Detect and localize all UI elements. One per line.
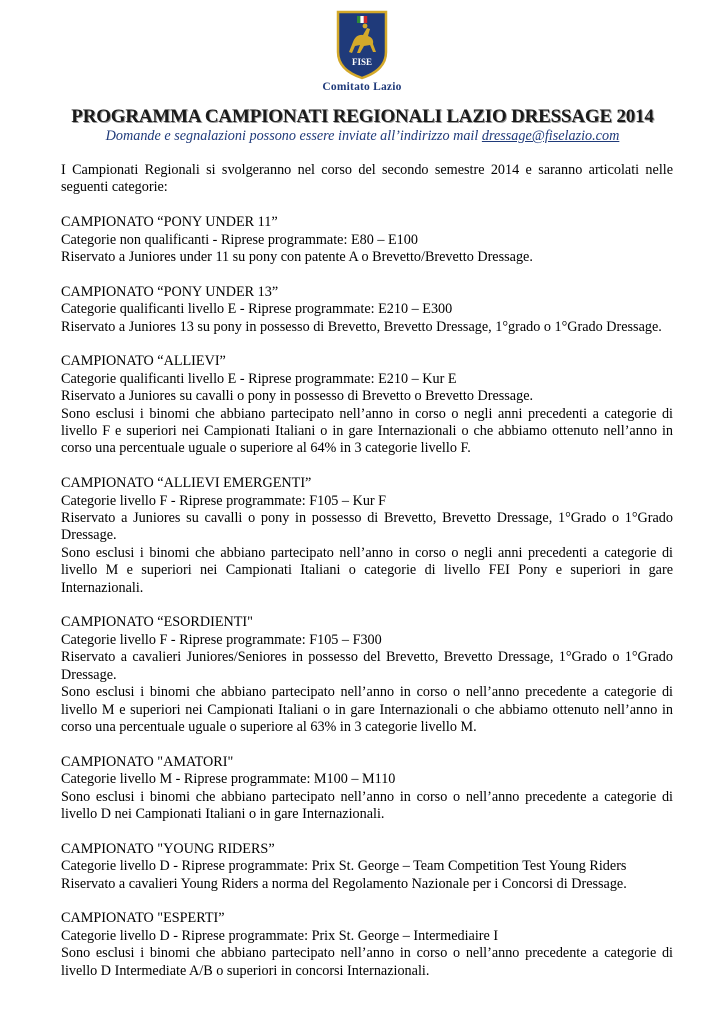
- championship-section: [61, 475, 673, 597]
- section-line: Riservato a Juniores 13 su pony in possesso di Brevetto, Brevetto Dressage, 1°grado o 1°Grado Dressage.: [61, 318, 662, 335]
- section-line: Riservato a Juniores under 11 su pony con patente A o Brevetto/Brevetto Dressage.: [61, 249, 533, 266]
- section-line: Categorie livello D - Riprese programmate: Prix St. George – Intermediaire I: [61, 927, 499, 944]
- section-heading: CAMPIONATO “ESORDIENTI": [61, 614, 253, 631]
- fise-logo: [302, 8, 422, 98]
- section-line: Categorie non qualificanti - Riprese programmate: E80 – E100: [61, 231, 418, 248]
- section-line: Categorie qualificanti livello E - Riprese programmate: E210 – Kur E: [61, 370, 457, 387]
- section-line: Riservato a cavalieri Young Riders a norma del Regolamento Nazionale per i Concorsi di Dressage.: [61, 875, 627, 892]
- section-line: Riservato a Juniores su cavalli o pony in possesso di Brevetto o Brevetto Dressage.: [61, 388, 534, 405]
- section-heading: CAMPIONATO “PONY UNDER 11”: [61, 214, 278, 231]
- section-line: Categorie livello M - Riprese programmate: M100 – M110: [61, 771, 396, 788]
- sections-list: [61, 214, 673, 980]
- championship-section: [61, 910, 673, 980]
- section-heading: CAMPIONATO "YOUNG RIDERS”: [61, 840, 275, 857]
- section-line: Categorie livello F - Riprese programmate: F105 – F300: [61, 631, 382, 648]
- section-line: Sono esclusi i binomi che abbiano partecipato nell’anno in corso o nell’anno precedente a categorie di livello M e superiori nei Campionati Italiani o in gare Internazionali o che abbiamo ottenuto nell’anno in corso una percentuale uguale o superiore al 63% in 3 categorie livello M.: [61, 684, 673, 735]
- section-heading: CAMPIONATO "ESPERTI”: [61, 910, 225, 927]
- section-heading: CAMPIONATO “ALLIEVI EMERGENTI”: [61, 475, 312, 492]
- page-title: PROGRAMMA CAMPIONATI REGIONALI LAZIO DRESSAGE 2014: [71, 106, 654, 127]
- document-body: [61, 162, 673, 980]
- section-line: Sono esclusi i binomi che abbiano partecipato nell’anno in corso o negli anni precedenti a categorie di livello M e superiori nei Campionati Italiani o categorie di livello FEI Pony e superiori in gare Internazionali.: [61, 544, 673, 596]
- section-line: Sono esclusi i binomi che abbiano partecipato nell’anno in corso o negli anni precedenti a categorie di livello F e superiori nei Campionati Italiani o in gare Internazionali o che abbiamo ottenuto nell’anno in corso una percentuale uguale o superiore al 64% in 3 categorie livello F.: [61, 405, 673, 457]
- section-heading: CAMPIONATO "AMATORI": [61, 753, 234, 770]
- section-heading: CAMPIONATO “ALLIEVI”: [61, 353, 226, 370]
- section-line: Riservato a Juniores su cavalli o pony in possesso di Brevetto, Brevetto Dressage, 1°Grado o 1°Grado Dressage.: [61, 510, 673, 544]
- section-line: Categorie qualificanti livello E - Riprese programmate: E210 – E300: [61, 301, 453, 318]
- championship-section: [61, 284, 673, 336]
- championship-section: [61, 754, 673, 824]
- championship-section: [61, 841, 673, 893]
- page-subtitle: [40, 128, 685, 145]
- championship-section: [61, 614, 673, 736]
- championship-section: [61, 214, 673, 266]
- section-line: Categorie livello F - Riprese programmate: F105 – Kur F: [61, 492, 387, 509]
- fise-shield-icon: [332, 8, 392, 80]
- championship-section: [61, 353, 673, 457]
- section-heading: CAMPIONATO “PONY UNDER 13”: [61, 283, 279, 300]
- subtitle-text: Domande e segnalazioni possono essere inviate all’indirizzo mail: [105, 128, 482, 144]
- intro-paragraph: I Campionati Regionali si svolgeranno nel corso del secondo semestre 2014 e saranno articolati nelle seguenti categorie:: [61, 162, 673, 196]
- logo-caption: Comitato Lazio: [322, 81, 402, 93]
- section-line: Riservato a cavalieri Juniores/Seniores in possesso del Brevetto, Brevetto Dressage, 1°Grado o 1°Grado Dressage.: [61, 649, 673, 683]
- section-line: Sono esclusi i binomi che abbiano partecipato nell’anno in corso o nell’anno precedente a categorie di livello D nei Campionati Italiani o in gare Internazionali.: [61, 788, 673, 822]
- section-line: Sono esclusi i binomi che abbiano partecipato nell’anno in corso o nell’anno precedente a categorie di livello D Intermediate A/B o superiori in concorsi Internazionali.: [61, 945, 673, 979]
- fise-badge-text: FISE: [351, 57, 373, 67]
- section-line: Categorie livello D - Riprese programmate: Prix St. George – Team Competition Test Young Riders: [61, 858, 627, 875]
- email-link[interactable]: dressage@fiselazio.com: [481, 128, 620, 144]
